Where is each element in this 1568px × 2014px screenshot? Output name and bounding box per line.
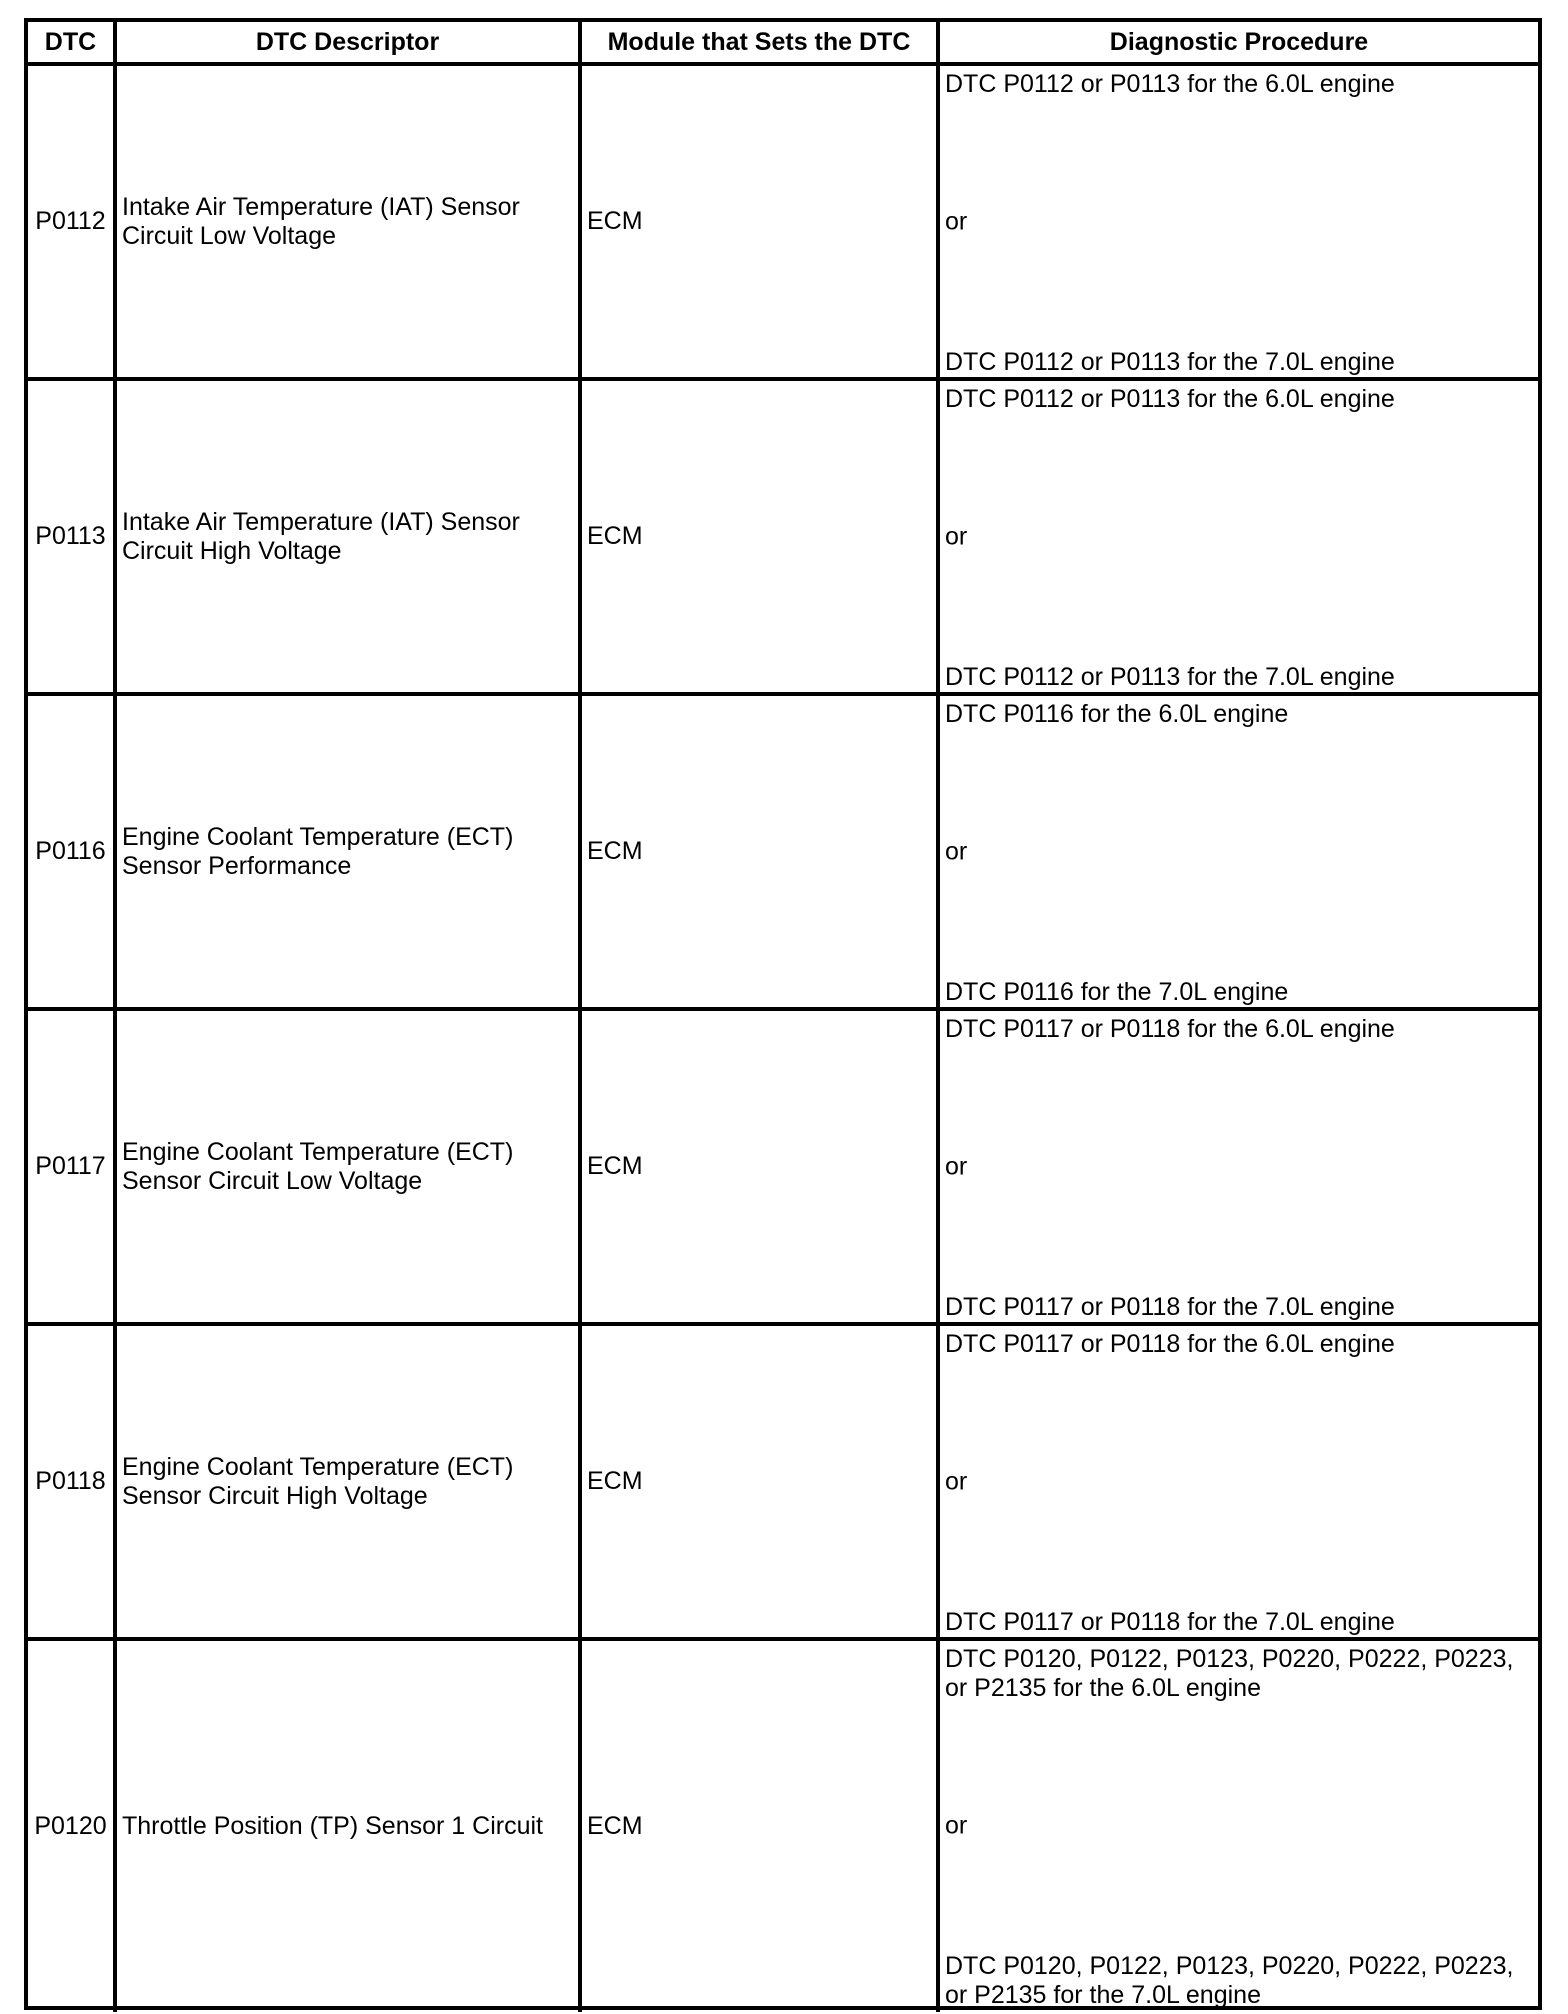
procedure-or-text: or [945,1152,968,1180]
procedure-link-6-0l[interactable]: DTC P0120, P0122, P0123, P0220, P0222, P0223, or P2135 for the 6.0L engine [945,1645,1514,1702]
procedure-cell [938,379,1538,694]
procedure-link-7-0l[interactable]: DTC P0112 or P0113 for the 7.0L engine [945,348,1395,376]
dtc-descriptor-cell: Engine Coolant Temperature (ECT) Sensor Circuit High Voltage [115,1324,580,1639]
table-row [28,694,1538,1009]
dtc-descriptor-cell: Intake Air Temperature (IAT) Sensor Circuit Low Voltage [115,64,580,379]
procedure-link-6-0l[interactable]: DTC P0112 or P0113 for the 6.0L engine [945,70,1395,98]
procedure-or-text: or [945,522,968,550]
table-header-row [28,22,1538,64]
procedure-link-6-0l[interactable]: DTC P0117 or P0118 for the 6.0L engine [945,1330,1395,1358]
dtc-descriptor-cell: Throttle Position (TP) Sensor 1 Circuit [115,1639,580,2012]
procedure-cell [938,1009,1538,1324]
dtc-table-sheet [24,18,1542,2010]
dtc-code-cell: P0113 [28,379,115,694]
dtc-code-cell: P0120 [28,1639,115,2012]
module-cell: ECM [580,694,938,1009]
procedure-or-text: or [945,837,968,865]
procedure-cell [938,64,1538,379]
procedure-or-text: or [945,1467,968,1495]
procedure-link-7-0l[interactable]: DTC P0120, P0122, P0123, P0220, P0222, P0223, or P2135 for the 7.0L engine [945,1952,1514,2009]
table-row [28,64,1538,379]
header-dtc: DTC [28,22,115,64]
dtc-table [28,22,1538,2012]
procedure-cell [938,1324,1538,1639]
dtc-code-cell: P0112 [28,64,115,379]
procedure-cell [938,1639,1538,2012]
dtc-descriptor-cell: Engine Coolant Temperature (ECT) Sensor Circuit Low Voltage [115,1009,580,1324]
table-row [28,379,1538,694]
table-row [28,1324,1538,1639]
header-module: Module that Sets the DTC [580,22,938,64]
module-cell: ECM [580,1324,938,1639]
procedure-or-text: or [945,207,968,235]
procedure-link-7-0l[interactable]: DTC P0117 or P0118 for the 7.0L engine [945,1608,1395,1636]
dtc-descriptor-cell: Engine Coolant Temperature (ECT) Sensor Performance [115,694,580,1009]
dtc-descriptor-cell: Intake Air Temperature (IAT) Sensor Circuit High Voltage [115,379,580,694]
module-cell: ECM [580,379,938,694]
table-row [28,1639,1538,2012]
procedure-link-7-0l[interactable]: DTC P0112 or P0113 for the 7.0L engine [945,663,1395,691]
procedure-link-6-0l[interactable]: DTC P0117 or P0118 for the 6.0L engine [945,1015,1395,1043]
dtc-code-cell: P0117 [28,1009,115,1324]
procedure-link-6-0l[interactable]: DTC P0112 or P0113 for the 6.0L engine [945,385,1395,413]
procedure-link-7-0l[interactable]: DTC P0117 or P0118 for the 7.0L engine [945,1293,1395,1321]
table-row [28,1009,1538,1324]
module-cell: ECM [580,64,938,379]
dtc-code-cell: P0116 [28,694,115,1009]
procedure-link-6-0l[interactable]: DTC P0116 for the 6.0L engine [945,700,1289,728]
header-descriptor: DTC Descriptor [115,22,580,64]
module-cell: ECM [580,1009,938,1324]
procedure-link-7-0l[interactable]: DTC P0116 for the 7.0L engine [945,978,1289,1006]
header-procedure: Diagnostic Procedure [938,22,1538,64]
procedure-cell [938,694,1538,1009]
procedure-or-text: or [945,1811,968,1839]
module-cell: ECM [580,1639,938,2012]
dtc-code-cell: P0118 [28,1324,115,1639]
